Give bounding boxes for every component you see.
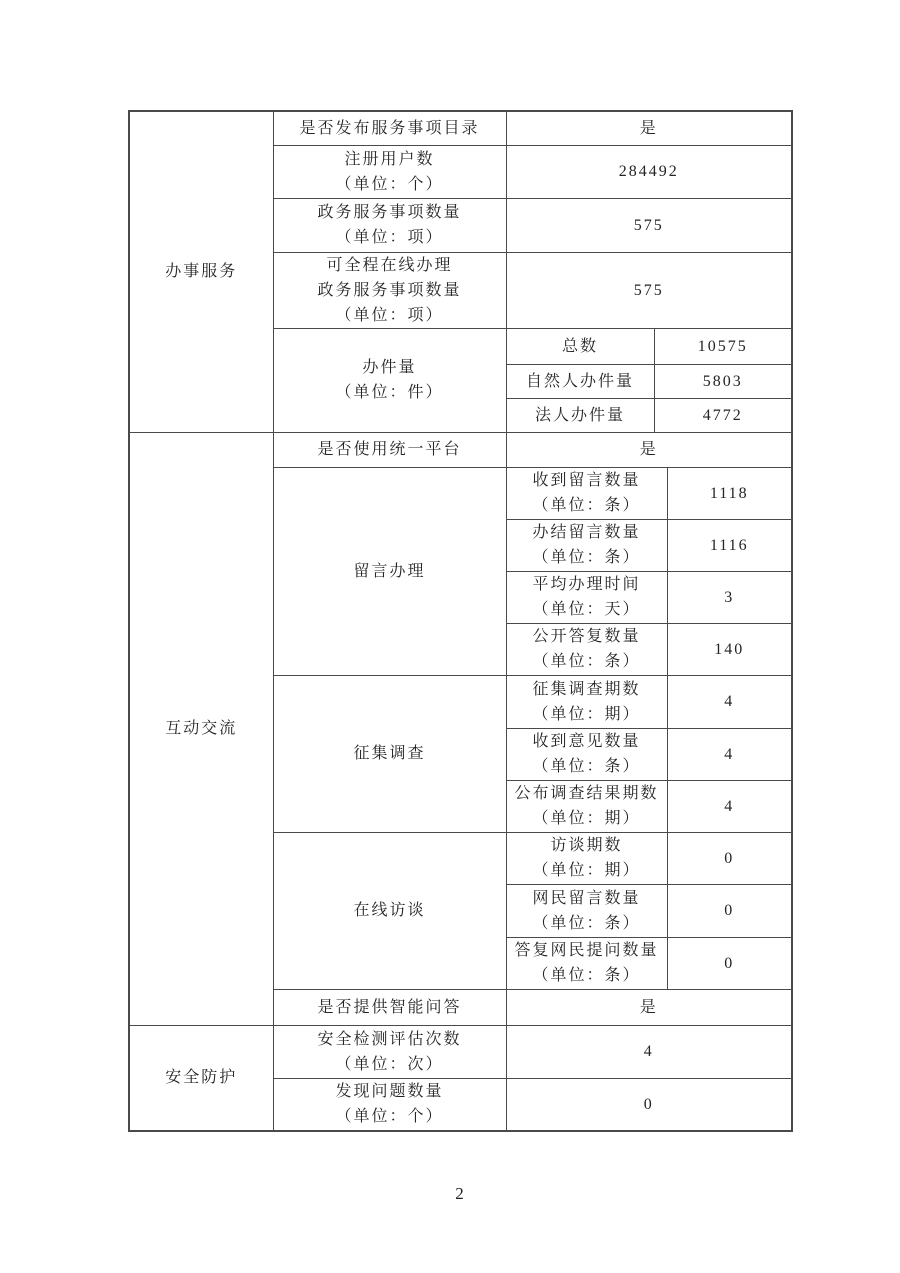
sub-row-label-natural-person: 自然人办件量	[506, 364, 654, 398]
sub-row-unit-text: （单位：条）	[532, 497, 641, 514]
row-unit-text: （单位：件）	[335, 384, 444, 401]
row-label-text: 办件量	[362, 359, 417, 376]
sub-row-label-survey-periods	[506, 675, 667, 728]
sub-row-value-average-handling-time: 3	[667, 571, 792, 623]
sub-row-label-text: 收到留言数量	[532, 472, 641, 489]
row-label-solicitation-survey: 征集调查	[273, 675, 506, 832]
row-label-online-service-items	[273, 252, 506, 328]
row-value-unified-platform: 是	[506, 432, 792, 467]
row-label-case-volume	[273, 328, 506, 432]
sub-row-unit-text: （单位：期）	[532, 862, 641, 879]
sub-row-unit-text: （单位：条）	[532, 549, 641, 566]
row-label-security-assessments	[273, 1025, 506, 1078]
sub-row-label-results-published	[506, 780, 667, 832]
row-value-problems-found: 0	[506, 1078, 792, 1131]
sub-row-value-netizen-messages: 0	[667, 884, 792, 937]
sub-row-label-legal-person: 法人办件量	[506, 398, 654, 432]
row-label-text: 注册用户数	[344, 150, 435, 168]
row-label-message-handling: 留言办理	[273, 467, 506, 675]
sub-row-unit-text: （单位：期）	[532, 810, 641, 827]
row-label-service-catalog: 是否发布服务事项目录	[273, 111, 506, 145]
row-label-service-items	[273, 198, 506, 252]
section-label-banshifuwu: 办事服务	[129, 111, 273, 432]
sub-row-unit-text: （单位：条）	[532, 967, 641, 984]
sub-row-value-total: 10575	[654, 328, 792, 364]
sub-row-label-netizen-messages	[506, 884, 667, 937]
sub-row-unit-text: （单位：期）	[532, 705, 641, 723]
sub-row-unit-text: （单位：条）	[532, 653, 641, 670]
row-unit-text: （单位：次）	[335, 1055, 444, 1073]
row-label-text: 发现问题数量	[335, 1083, 444, 1101]
sub-row-unit-text: （单位：条）	[532, 758, 641, 775]
sub-row-label-public-replies	[506, 623, 667, 675]
row-value-security-assessments: 4	[506, 1025, 792, 1078]
sub-row-value-questions-answered: 0	[667, 937, 792, 989]
sub-row-label-text: 访谈期数	[550, 837, 623, 854]
row-unit-text: （单位：项）	[335, 229, 444, 246]
sub-row-value-survey-periods: 4	[667, 675, 792, 728]
row-label-text-2: 政务服务事项数量	[317, 281, 462, 299]
row-label-text: 安全检测评估次数	[317, 1030, 462, 1048]
sub-row-unit-text: （单位：条）	[532, 914, 641, 932]
sub-row-label-text: 收到意见数量	[532, 733, 641, 750]
section-label-hudongjiaoliu: 互动交流	[129, 432, 273, 1025]
sub-row-value-opinions-received: 4	[667, 728, 792, 780]
sub-row-label-text: 平均办理时间	[532, 576, 641, 593]
sub-row-label-questions-answered	[506, 937, 667, 989]
table-row	[129, 111, 792, 145]
row-unit-text: （单位：个）	[335, 175, 444, 193]
row-value-smart-qa: 是	[506, 989, 792, 1025]
section-label-anquanfanghu: 安全防护	[129, 1025, 273, 1131]
row-unit-text: （单位：项）	[335, 306, 444, 324]
row-value-online-service-items: 575	[506, 252, 792, 328]
sub-row-value-public-replies: 140	[667, 623, 792, 675]
row-unit-text: （单位：个）	[335, 1108, 444, 1126]
row-label-text: 政务服务事项数量	[317, 204, 462, 221]
sub-row-value-natural-person: 5803	[654, 364, 792, 398]
sub-row-value-results-published: 4	[667, 780, 792, 832]
sub-row-label-text: 征集调查期数	[532, 680, 641, 698]
row-value-service-items: 575	[506, 198, 792, 252]
row-label-problems-found	[273, 1078, 506, 1131]
row-label-text: 可全程在线办理	[326, 256, 453, 274]
sub-row-label-text: 办结留言数量	[532, 524, 641, 541]
table-row	[129, 432, 792, 467]
sub-row-value-interview-periods: 0	[667, 832, 792, 884]
sub-row-label-text: 网民留言数量	[532, 889, 641, 907]
sub-row-unit-text: （单位：天）	[532, 601, 641, 618]
sub-row-label-opinions-received	[506, 728, 667, 780]
sub-row-label-messages-received	[506, 467, 667, 519]
row-label-registered-users	[273, 145, 506, 198]
row-value-registered-users: 284492	[506, 145, 792, 198]
sub-row-value-legal-person: 4772	[654, 398, 792, 432]
sub-row-value-messages-resolved: 1116	[667, 519, 792, 571]
sub-row-label-text: 公开答复数量	[532, 628, 641, 645]
row-label-online-interview: 在线访谈	[273, 832, 506, 989]
sub-row-label-text: 公布调查结果期数	[514, 785, 659, 802]
table-row	[129, 1025, 792, 1078]
page-number: 2	[455, 1184, 464, 1203]
sub-row-label-text: 答复网民提问数量	[514, 942, 659, 959]
sub-row-label-total: 总数	[506, 328, 654, 364]
row-value-service-catalog: 是	[506, 111, 792, 145]
sub-row-label-interview-periods	[506, 832, 667, 884]
row-label-unified-platform: 是否使用统一平台	[273, 432, 506, 467]
report-table	[128, 110, 793, 1132]
sub-row-value-messages-received: 1118	[667, 467, 792, 519]
sub-row-label-average-handling-time	[506, 571, 667, 623]
row-label-smart-qa: 是否提供智能问答	[273, 989, 506, 1025]
sub-row-label-messages-resolved	[506, 519, 667, 571]
